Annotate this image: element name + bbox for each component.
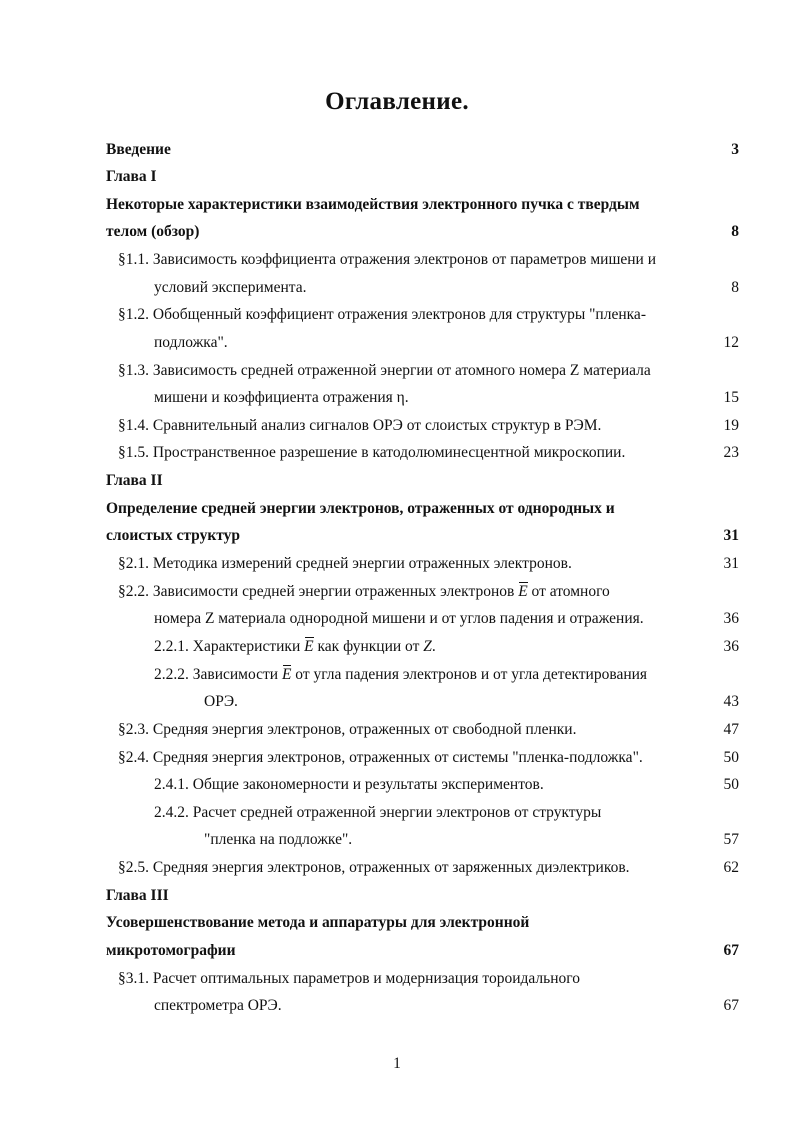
entry-text: §1.4. Сравнительный анализ сигналов ОРЭ от слоистых структур в РЭМ. — [118, 417, 602, 434]
entry-text — [154, 634, 436, 660]
entry-text-part: 2.2.2. Зависимости — [154, 666, 282, 683]
page-number: 1 — [393, 1055, 401, 1072]
entry-text: Глава II — [106, 472, 163, 489]
z-variable: Z — [423, 638, 432, 655]
entry-text-part: 2.2.1. Характеристики — [154, 638, 305, 655]
toc-entry-introduction[interactable] — [0, 137, 794, 163]
entry-text: §2.4. Средняя энергия электронов, отраженных от системы "пленка-подложка". — [118, 749, 643, 766]
entry-page: 57 — [723, 831, 739, 848]
entry-text-part: от угла падения электронов и от угла детектирования — [291, 666, 648, 683]
entry-text: §2.5. Средняя энергия электронов, отраженных от заряженных диэлектриков. — [118, 859, 630, 876]
entry-text-part: как функции от — [313, 638, 424, 655]
entry-text: спектрометра ОРЭ. — [154, 997, 282, 1014]
entry-text: микротомографии — [106, 942, 236, 959]
entry-page: 8 — [731, 223, 739, 240]
entry-page: 47 — [723, 721, 739, 738]
mean-energy-symbol: E — [282, 662, 291, 688]
toc-chapter-1-heading[interactable] — [0, 164, 794, 190]
toc-section-2-2-cont[interactable] — [0, 606, 794, 632]
entry-page: 19 — [723, 417, 739, 434]
entry-page: 31 — [723, 555, 739, 572]
entry-page: 8 — [731, 279, 739, 296]
toc-section-2-4[interactable] — [0, 745, 794, 771]
entry-text: условий эксперимента. — [154, 279, 307, 296]
entry-page: 15 — [723, 389, 739, 406]
toc-subsection-2-4-1[interactable] — [0, 772, 794, 798]
toc-chapter-2-title[interactable] — [0, 496, 794, 522]
entry-text: 2.4.1. Общие закономерности и результаты экспериментов. — [154, 776, 544, 793]
toc-section-3-1[interactable] — [0, 966, 794, 992]
entry-text — [118, 579, 610, 605]
entry-text: §1.3. Зависимость средней отраженной энергии от атомного номера Z материала — [118, 362, 651, 379]
toc-chapter-2-title-cont[interactable] — [0, 523, 794, 549]
entry-page: 43 — [723, 693, 739, 710]
entry-page: 3 — [731, 141, 739, 158]
toc-section-1-3-cont[interactable] — [0, 385, 794, 411]
toc-section-1-1-cont[interactable] — [0, 275, 794, 301]
entry-page: 12 — [723, 334, 739, 351]
toc-section-3-1-cont[interactable] — [0, 993, 794, 1019]
toc-section-2-5[interactable] — [0, 855, 794, 881]
entry-page: 31 — [723, 527, 739, 544]
toc-chapter-2-heading[interactable] — [0, 468, 794, 494]
entry-page: 23 — [723, 444, 739, 461]
entry-page: 67 — [723, 942, 739, 959]
toc-section-1-5[interactable] — [0, 440, 794, 466]
entry-text: Определение средней энергии электронов, отраженных от однородных и — [106, 500, 615, 517]
toc-chapter-1-title[interactable] — [0, 192, 794, 218]
toc-section-2-1[interactable] — [0, 551, 794, 577]
mean-energy-symbol: E — [518, 579, 527, 605]
toc-section-1-3[interactable] — [0, 358, 794, 384]
toc-subsection-2-4-2[interactable] — [0, 800, 794, 826]
entry-text-part: от атомного — [527, 583, 610, 600]
entry-text: §3.1. Расчет оптимальных параметров и модернизация тороидального — [118, 970, 580, 987]
entry-text: номера Z материала однородной мишени и от углов падения и отражения. — [154, 610, 644, 627]
toc-section-1-4[interactable] — [0, 413, 794, 439]
toc-chapter-3-title[interactable] — [0, 910, 794, 936]
entry-text: Введение — [106, 141, 171, 158]
entry-text: §2.1. Методика измерений средней энергии отраженных электронов. — [118, 555, 572, 572]
entry-text: Усовершенствование метода и аппаратуры для электронной — [106, 914, 530, 931]
entry-text: 2.4.2. Расчет средней отраженной энергии электронов от структуры — [154, 804, 602, 821]
toc-subsection-2-2-2[interactable] — [0, 662, 794, 688]
entry-text: мишени и коэффициента отражения η. — [154, 389, 409, 406]
entry-text: §1.2. Обобщенный коэффициент отражения электронов для структуры "пленка- — [118, 306, 646, 323]
entry-page: 67 — [723, 997, 739, 1014]
entry-text: "пленка на подложке". — [204, 831, 353, 848]
page-title: Оглавление. — [325, 88, 469, 115]
entry-text: Некоторые характеристики взаимодействия электронного пучка с твердым — [106, 196, 640, 213]
entry-text: подложка". — [154, 334, 228, 351]
entry-text: Глава III — [106, 887, 169, 904]
toc-chapter-3-title-cont[interactable] — [0, 938, 794, 964]
entry-page: 50 — [723, 749, 739, 766]
toc-chapter-3-heading[interactable] — [0, 883, 794, 909]
entry-page: 62 — [723, 859, 739, 876]
toc-section-1-2[interactable] — [0, 302, 794, 328]
toc-chapter-1-title-cont[interactable] — [0, 219, 794, 245]
entry-page: 50 — [723, 776, 739, 793]
entry-text-part: . — [431, 638, 436, 655]
entry-text: слоистых структур — [106, 527, 241, 544]
entry-text: ОРЭ. — [204, 693, 238, 710]
entry-text: §1.1. Зависимость коэффициента отражения электронов от параметров мишени и — [118, 251, 657, 268]
toc-subsection-2-2-2-cont[interactable] — [0, 689, 794, 715]
toc-section-1-1[interactable] — [0, 247, 794, 273]
toc-subsection-2-2-1[interactable] — [0, 634, 794, 660]
toc-section-2-3[interactable] — [0, 717, 794, 743]
entry-text — [154, 662, 647, 688]
toc-section-2-2[interactable] — [0, 579, 794, 605]
entry-text: Глава I — [106, 168, 157, 185]
entry-page: 36 — [723, 610, 739, 627]
toc-subsection-2-4-2-cont[interactable] — [0, 827, 794, 853]
entry-text: §2.3. Средняя энергия электронов, отраженных от свободной пленки. — [118, 721, 577, 738]
entry-page: 36 — [723, 638, 739, 655]
toc-section-1-2-cont[interactable] — [0, 330, 794, 356]
mean-energy-symbol: E — [304, 634, 313, 660]
entry-text: §1.5. Пространственное разрешение в катодолюминесцентной микроскопии. — [118, 444, 626, 461]
entry-text-part: §2.2. Зависимости средней энергии отраженных электронов — [118, 583, 519, 600]
entry-text: телом (обзор) — [106, 223, 200, 240]
